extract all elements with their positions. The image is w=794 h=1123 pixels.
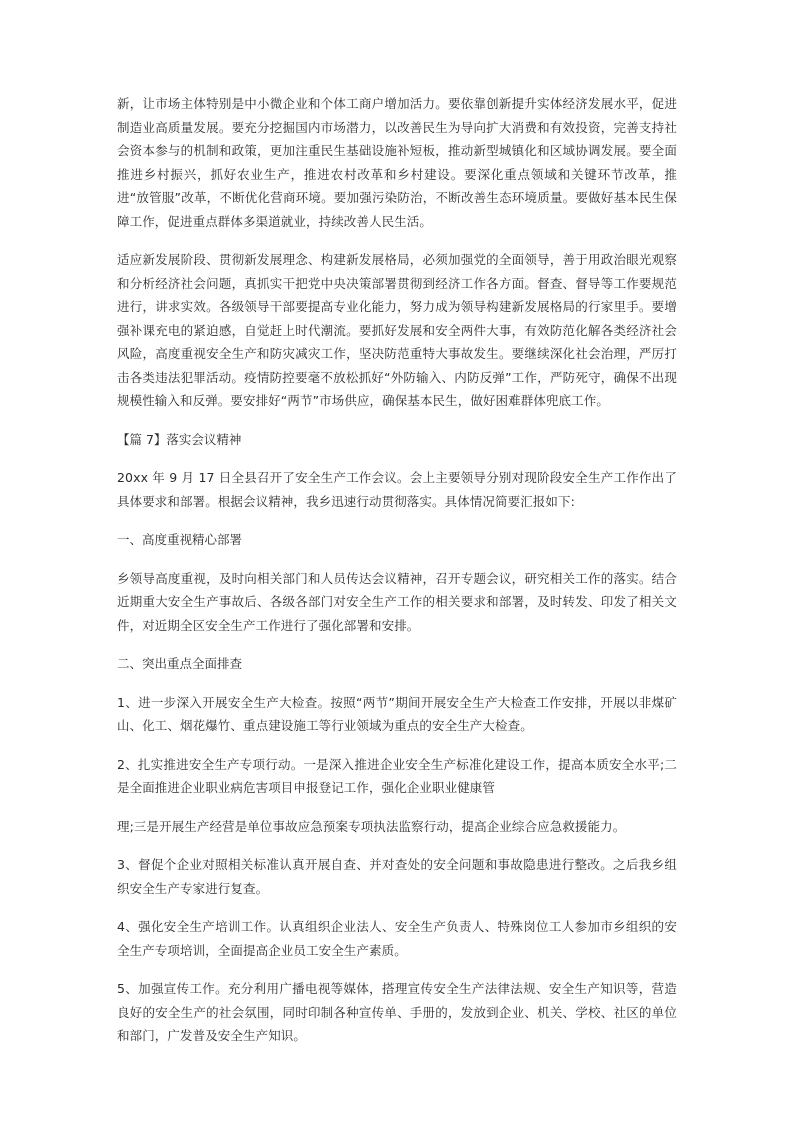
- document-body: [117, 92, 677, 1063]
- paragraph-leadership: 适应新发展阶段、贯彻新发展理念、构建新发展格局，必须加强党的全面领导，善于用政治眼光观察和分析经济社会问题，真抓实干把党中央决策部署贯彻到经济工作各方面。督查、督导等工作要规范进行，讲求实效。各级领导干部要提高专业化能力，努力成为领导构建新发展格局的行家里手。要增强补课充电的紧迫感，自觉赶上时代潮流。要抓好发展和安全两件大事，有效防范化解各类经济社会风险，高度重视安全生产和防灾减灾工作，坚决防范重特大事故发生。要继续深化社会治理，严厉打击各类违法犯罪活动。疫情防控要毫不放松抓好“外防输入、内防反弹”工作，严防死守，确保不出现规模性输入和反弹。要安排好“两节”市场供应，确保基本民生，做好困难群体兜底工作。: [117, 252, 677, 408]
- paragraph-meeting-summary: 20xx 年 9 月 17 日全县召开了安全生产工作会议。会上主要领导分别对现阶段安全生产工作作出了具体要求和部署。根据会议精神，我乡迅速行动贯彻落实。具体情况简要汇报如下:: [117, 470, 677, 509]
- list-item-5: 5、加强宣传工作。充分利用广播电视等媒体，搭理宣传安全生产法律法规、安全生产知识等，营造良好的安全生产的社会氛围，同时印制各种宣传单、手册的，发放到企业、机关、学校、社区的单位和部门，广发普及安全生产知识。: [117, 981, 677, 1043]
- subheading-2: 二、突出重点全面排查: [117, 656, 243, 671]
- subheading-1: 一、高度重视精心部署: [117, 532, 243, 547]
- list-item-1: 1、进一步深入开展安全生产大检查。按照“两节”期间开展安全生产大检查工作安排，开展以非煤矿山、化工、烟花爆竹、重点建设施工等行业领域为重点的安全生产大检查。: [117, 694, 677, 733]
- list-item-2-continued: 理;三是开展生产经营是单位事故应急预案专项执法监察行动，提高企业综合应急救援能力。: [117, 818, 626, 834]
- paragraph-intro-continuation: 新，让市场主体特别是中小微企业和个体工商户增加活力。要依靠创新提升实体经济发展水平，促进制造业高质量发展。要充分挖掘国内市场潜力，以改善民生为导向扩大消费和有效投资，完善支持社会资本参与的机制和政策，更加注重民生基础设施补短板，推动新型城镇化和区域协调发展。要全面推进乡村振兴，抓好农业生产，推进农村改革和乡村建设。要深化重点领域和关键环节改革，推进“放管服”改革，不断优化营商环境。要加强污染防治，不断改善生态环境质量。要做好基本民生保障工作，促进重点群体多渠道就业，持续改善人民生活。: [117, 96, 677, 229]
- paragraph-deployment: 乡领导高度重视，及时向相关部门和人员传达会议精神，召开专题会议，研究相关工作的落实。结合近期重大安全生产事故后、各级各部门对安全生产工作的相关要求和部署，及时转发、印发了相关文件，对近期全区安全生产工作进行了强化部署和安排。: [117, 570, 677, 633]
- section-heading-7: 【篇 7】落实会议精神: [117, 431, 242, 447]
- list-item-2: 2、扎实推进安全生产专项行动。一是深入推进企业安全生产标准化建设工作，提高本质安全水平;二是全面推进企业职业病危害项目申报登记工作，强化企业职业健康管: [117, 756, 677, 795]
- list-item-4: 4、强化安全生产培训工作。认真组织企业法人、安全生产负责人、特殊岗位工人参加市乡组织的安全生产专项培训，全面提高企业员工安全生产素质。: [117, 919, 677, 958]
- list-item-3: 3、督促个企业对照相关标准认真开展自查、并对查处的安全问题和事故隐患进行整改。之后我乡组织安全生产专家进行复查。: [117, 857, 677, 896]
